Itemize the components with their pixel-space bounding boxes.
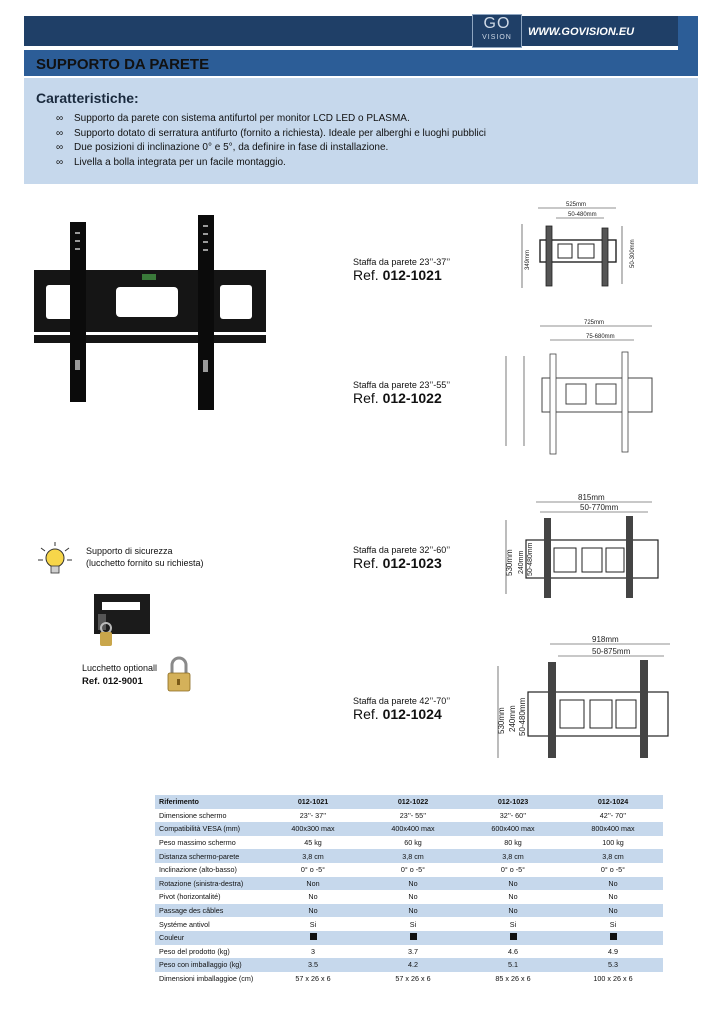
svg-text:50-770mm: 50-770mm — [580, 503, 619, 512]
table-row — [155, 890, 663, 904]
table-cell: 85 x 26 x 6 — [495, 974, 531, 984]
colour-swatch-icon — [310, 933, 317, 940]
table-cell: 45 kg — [304, 838, 322, 848]
svg-text:349mm: 349mm — [525, 249, 531, 270]
table-cell: 012-1023 — [463, 795, 563, 809]
table-cell: 5.1 — [463, 958, 563, 972]
table-cell: No — [608, 892, 618, 902]
security-support-label: Supporto di sicurezza (lucchetto fornito su richiesta) — [86, 546, 204, 568]
table-cell: 32’’- 60’’ — [499, 810, 527, 820]
svg-text:530mm: 530mm — [497, 707, 506, 734]
table-cell: 012-1021 — [263, 795, 363, 809]
table-cell — [563, 931, 663, 945]
row-label: Passage des câbles — [155, 904, 263, 918]
lock-detail-photo — [94, 592, 154, 652]
svg-text:725mm: 725mm — [584, 320, 605, 326]
row-label: Riferimento — [155, 795, 263, 809]
product-info-1024 — [353, 696, 450, 722]
table-cell: Si — [409, 919, 417, 929]
feature-item: ∞ Livella a bolla integrata per un facile montaggio. — [56, 156, 486, 171]
table-cell: 23’’- 37’’ — [299, 810, 327, 820]
product-subtitle: Staffa da parete 32’’-60’’ — [353, 545, 451, 555]
table-cell: 600x400 max — [463, 822, 563, 836]
table-cell: 0° o -5° — [400, 865, 426, 875]
table-row — [155, 877, 663, 891]
table-cell: 0° o -5° — [600, 865, 626, 875]
row-label: Compatibilità VESA (mm) — [155, 822, 263, 836]
svg-text:50-480mm: 50-480mm — [568, 212, 597, 218]
table-cell: 100 x 26 x 6 — [593, 974, 633, 984]
table-cell: Si — [609, 919, 617, 929]
row-label: Peso del prodotto (kg) — [159, 946, 230, 956]
colour-swatch-icon — [510, 933, 517, 940]
technical-drawing-1022 — [492, 316, 662, 461]
svg-text:75-680mm: 75-680mm — [586, 334, 615, 340]
table-cell: 3 — [311, 946, 315, 956]
colour-swatch-icon — [410, 933, 417, 940]
table-row — [155, 809, 663, 823]
row-label: Distanza schermo-parete — [155, 849, 263, 863]
table-row — [155, 931, 663, 945]
table-cell: 400x300 max — [263, 822, 363, 836]
svg-text:50-480mm: 50-480mm — [518, 697, 527, 736]
technical-drawing-1024 — [488, 632, 676, 770]
product-ref: Ref. 012-1022 — [353, 390, 442, 406]
table-cell: 42’’- 70’’ — [599, 810, 627, 820]
table-cell: 3.7 — [408, 946, 418, 956]
table-cell — [363, 931, 463, 945]
spec-table — [155, 795, 663, 985]
table-cell: No — [363, 877, 463, 891]
table-cell: 57 x 26 x 6 — [395, 974, 431, 984]
table-cell: 5.3 — [563, 958, 663, 972]
table-cell: Si — [309, 919, 317, 929]
product-ref: Ref. 012-1024 — [353, 706, 442, 722]
table-row — [155, 972, 663, 986]
table-cell: 3.5 — [263, 958, 363, 972]
svg-text:918mm: 918mm — [592, 635, 619, 644]
row-label: Inclinazione (alto-basso) — [159, 865, 237, 875]
table-row — [155, 863, 663, 877]
table-row — [155, 945, 663, 959]
table-cell: 4.9 — [608, 946, 618, 956]
table-cell: No — [408, 892, 418, 902]
table-cell: 800x400 max — [563, 822, 663, 836]
svg-text:530mm: 530mm — [505, 549, 514, 576]
technical-drawing-1021 — [510, 196, 640, 296]
table-cell: 3,8 cm — [463, 849, 563, 863]
table-row — [155, 917, 663, 931]
table-cell: 012-1022 — [363, 795, 463, 809]
wall-bracket-photo — [30, 210, 270, 415]
colour-swatch-icon — [610, 933, 617, 940]
logo-text-top: GO — [483, 15, 511, 32]
row-label: Systéme antivol — [159, 919, 210, 929]
svg-text:240mm: 240mm — [508, 705, 517, 732]
row-label: Couleur — [155, 931, 263, 945]
svg-text:815mm: 815mm — [578, 493, 605, 502]
product-subtitle: Staffa da parete 23’’-37’’ — [353, 257, 451, 267]
table-row — [155, 958, 663, 972]
product-ref: Ref. 012-1023 — [353, 555, 442, 571]
row-label: Dimensione schermo — [159, 810, 227, 820]
feature-item: ∞ Supporto da parete con sistema antifurtol per monitor LCD LED o PLASMA. — [56, 112, 486, 127]
padlock-ref: Ref. 012-9001 — [82, 676, 143, 687]
bullet-icon: ∞ — [56, 127, 64, 139]
table-cell: 4.6 — [508, 946, 518, 956]
svg-text:50-875mm: 50-875mm — [592, 647, 631, 656]
row-label: Peso con imballaggio (kg) — [155, 958, 263, 972]
table-cell: 0° o -5° — [500, 865, 526, 875]
table-cell: 3,8 cm — [263, 849, 363, 863]
table-cell: Non — [263, 877, 363, 891]
table-cell: No — [463, 877, 563, 891]
row-label: Peso massimo schermo — [159, 838, 236, 848]
feature-list — [56, 112, 486, 170]
feature-item: ∞ Supporto dotato di serratura antifurto (fornito a richiesta). Ideale per alberghi e luoghi pubblici — [56, 127, 486, 142]
product-ref: Ref. 012-1021 — [353, 267, 442, 283]
table-cell: No — [463, 904, 563, 918]
padlock-icon — [164, 655, 194, 695]
bullet-icon: ∞ — [56, 156, 64, 168]
table-cell: Si — [509, 919, 517, 929]
feature-item: ∞ Due posizioni di inclinazione 0° e 5°, da definire in fase di installazione. — [56, 141, 486, 156]
table-cell — [263, 931, 363, 945]
table-cell: 60 kg — [404, 838, 422, 848]
table-cell: 3,8 cm — [563, 849, 663, 863]
technical-drawing-1023 — [496, 490, 664, 606]
table-row — [155, 822, 663, 836]
row-label: Rotazione (sinistra-destra) — [155, 877, 263, 891]
table-header-row — [155, 795, 663, 809]
row-label: Dimensioni imballaggioe (cm) — [159, 974, 254, 984]
table-cell: No — [563, 904, 663, 918]
table-cell: 57 x 26 x 6 — [295, 974, 331, 984]
product-info-1021 — [353, 257, 450, 283]
features-heading: Caratteristiche: — [36, 90, 139, 106]
table-cell: No — [263, 904, 363, 918]
table-cell: 23’’- 55’’ — [399, 810, 427, 820]
svg-text:240mm: 240mm — [518, 550, 525, 574]
lightbulb-icon — [36, 540, 74, 576]
row-label: Pivot (horizontalité) — [159, 892, 221, 902]
svg-text:50-300mm: 50-300mm — [630, 239, 636, 268]
table-cell: 100 kg — [602, 838, 624, 848]
table-row — [155, 836, 663, 850]
table-cell: 80 kg — [504, 838, 522, 848]
product-info-1023 — [353, 545, 450, 571]
table-cell: 012-1024 — [563, 795, 663, 809]
product-subtitle: Staffa da parete 42’’-70’’ — [353, 696, 451, 706]
svg-text:50-480mm: 50-480mm — [527, 542, 534, 576]
product-subtitle: Staffa da parete 23’’-55’’ — [353, 380, 451, 390]
table-cell: 400x400 max — [363, 822, 463, 836]
svg-text:525mm: 525mm — [566, 202, 587, 208]
bullet-icon: ∞ — [56, 142, 64, 153]
table-cell: No — [363, 904, 463, 918]
padlock-label: Lucchetto optionall — [82, 663, 158, 673]
logo-text-bottom: VISION — [482, 34, 512, 41]
table-cell: 4.2 — [363, 958, 463, 972]
table-cell: 3,8 cm — [363, 849, 463, 863]
product-info-1022 — [353, 380, 450, 406]
table-row — [155, 904, 663, 918]
page-title: SUPPORTO DA PARETE — [36, 56, 210, 73]
table-cell: 0° o -5° — [300, 865, 326, 875]
website-link[interactable]: WWW.GOVISION.EU — [528, 26, 635, 38]
bullet-icon: ∞ — [56, 113, 64, 124]
table-cell: No — [308, 892, 318, 902]
table-cell: No — [563, 877, 663, 891]
table-cell: No — [508, 892, 518, 902]
table-cell — [463, 931, 563, 945]
table-row — [155, 849, 663, 863]
